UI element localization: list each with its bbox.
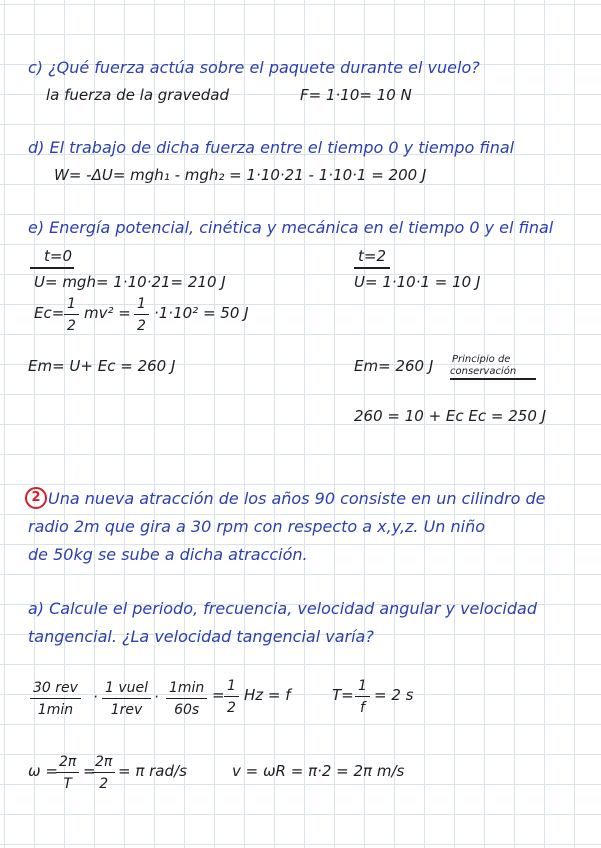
problem-2-line-3: de 50kg se sube a dicha atracción. (28, 545, 308, 564)
ec-tail: ·1·10² = 50 J (154, 304, 249, 322)
equals-sign: = (212, 686, 225, 704)
ec-mid: mv² = (84, 304, 131, 322)
fraction-vuel-per-rev-num: 1 vuel (102, 680, 151, 699)
question-a-line-2: tangencial. ¿La velocidad tangencial varía? (28, 627, 374, 646)
t0-header: t=0 (44, 247, 72, 265)
multiply-dot-1: · (93, 688, 98, 706)
t0-underline (30, 267, 74, 269)
ec-fraction-2-num: 1 (134, 296, 149, 315)
conservation-equation: 260 = 10 + Ec Ec = 250 J (354, 407, 547, 425)
fraction-2pi-over-t-num: 2π (56, 754, 79, 773)
ec-fraction-2 (134, 296, 149, 334)
principle-line-1: Principio de (452, 354, 511, 365)
fraction-2pi-over-2-den: 2 (99, 776, 109, 792)
ec-fraction-2-den: 2 (137, 318, 146, 334)
ec-fraction-1-den: 2 (67, 318, 76, 334)
fraction-min-per-s-num: 1min (166, 680, 207, 699)
fraction-vuel-per-rev (102, 680, 151, 718)
problem-2-line-1: Una nueva atracción de los años 90 consiste en un cilindro de (48, 489, 546, 508)
fraction-rev-per-min (30, 680, 81, 718)
fraction-2pi-over-t (56, 754, 79, 792)
ec-fraction-1-num: 1 (64, 296, 79, 315)
answer-c-text: la fuerza de la gravedad (46, 86, 230, 104)
question-c: c) ¿Qué fuerza actúa sobre el paquete durante el vuelo? (28, 58, 480, 77)
ec-fraction-1 (64, 296, 79, 334)
answer-c-formula: F= 1·10= 10 N (300, 86, 412, 104)
fraction-rev-per-min-num: 30 rev (30, 680, 81, 699)
fraction-2pi-over-2-num: 2π (92, 754, 115, 773)
velocity-formula: v = ωR = π·2 = 2π m/s (232, 762, 405, 780)
question-d: d) El trabajo de dicha fuerza entre el tiempo 0 y tiempo final (28, 138, 515, 157)
fraction-rev-per-min-den: 1min (37, 702, 74, 718)
em-t2: Em= 260 J (354, 357, 434, 375)
frequency-tail: Hz = f (244, 686, 291, 704)
problem-2-line-2: radio 2m que gira a 30 rpm con respecto a x,y,z. Un niño (28, 517, 486, 536)
equals-sign-2: = (83, 762, 96, 780)
t2-underline (354, 267, 390, 269)
fraction-min-per-s-den: 60s (174, 702, 200, 718)
fraction-one-over-f-den: f (359, 700, 365, 716)
omega-prefix: ω = (28, 762, 58, 780)
period-prefix: T= (332, 686, 354, 704)
t2-potential: U= 1·10·1 = 10 J (354, 273, 481, 291)
work-formula: W= -ΔU= mgh₁ - mgh₂ = 1·10·21 - 1·10·1 = 200 J (54, 166, 427, 184)
ec-prefix: Ec= (34, 304, 65, 322)
fraction-one-half-num: 1 (224, 678, 239, 697)
fraction-one-over-f-num: 1 (355, 678, 370, 697)
fraction-one-half (224, 678, 239, 716)
fraction-2pi-over-2 (92, 754, 115, 792)
fraction-one-over-f (355, 678, 370, 716)
multiply-dot-2: · (154, 688, 159, 706)
question-e: e) Energía potencial, cinética y mecánica en el tiempo 0 y el final (28, 218, 554, 237)
principle-underline (450, 378, 536, 380)
fraction-min-per-s (166, 680, 207, 718)
problem-number-badge: 2 (25, 487, 47, 509)
principle-line-2: conservación (450, 366, 517, 377)
t0-potential: U= mgh= 1·10·21= 210 J (34, 273, 226, 291)
fraction-2pi-over-t-den: T (63, 776, 72, 792)
fraction-vuel-per-rev-den: 1rev (110, 702, 143, 718)
period-tail: = 2 s (374, 686, 414, 704)
fraction-one-half-den: 2 (227, 700, 236, 716)
em-t0: Em= U+ Ec = 260 J (28, 357, 176, 375)
question-a-line-1: a) Calcule el periodo, frecuencia, velocidad angular y velocidad (28, 599, 537, 618)
t2-header: t=2 (358, 247, 386, 265)
omega-tail: = π rad/s (118, 762, 187, 780)
